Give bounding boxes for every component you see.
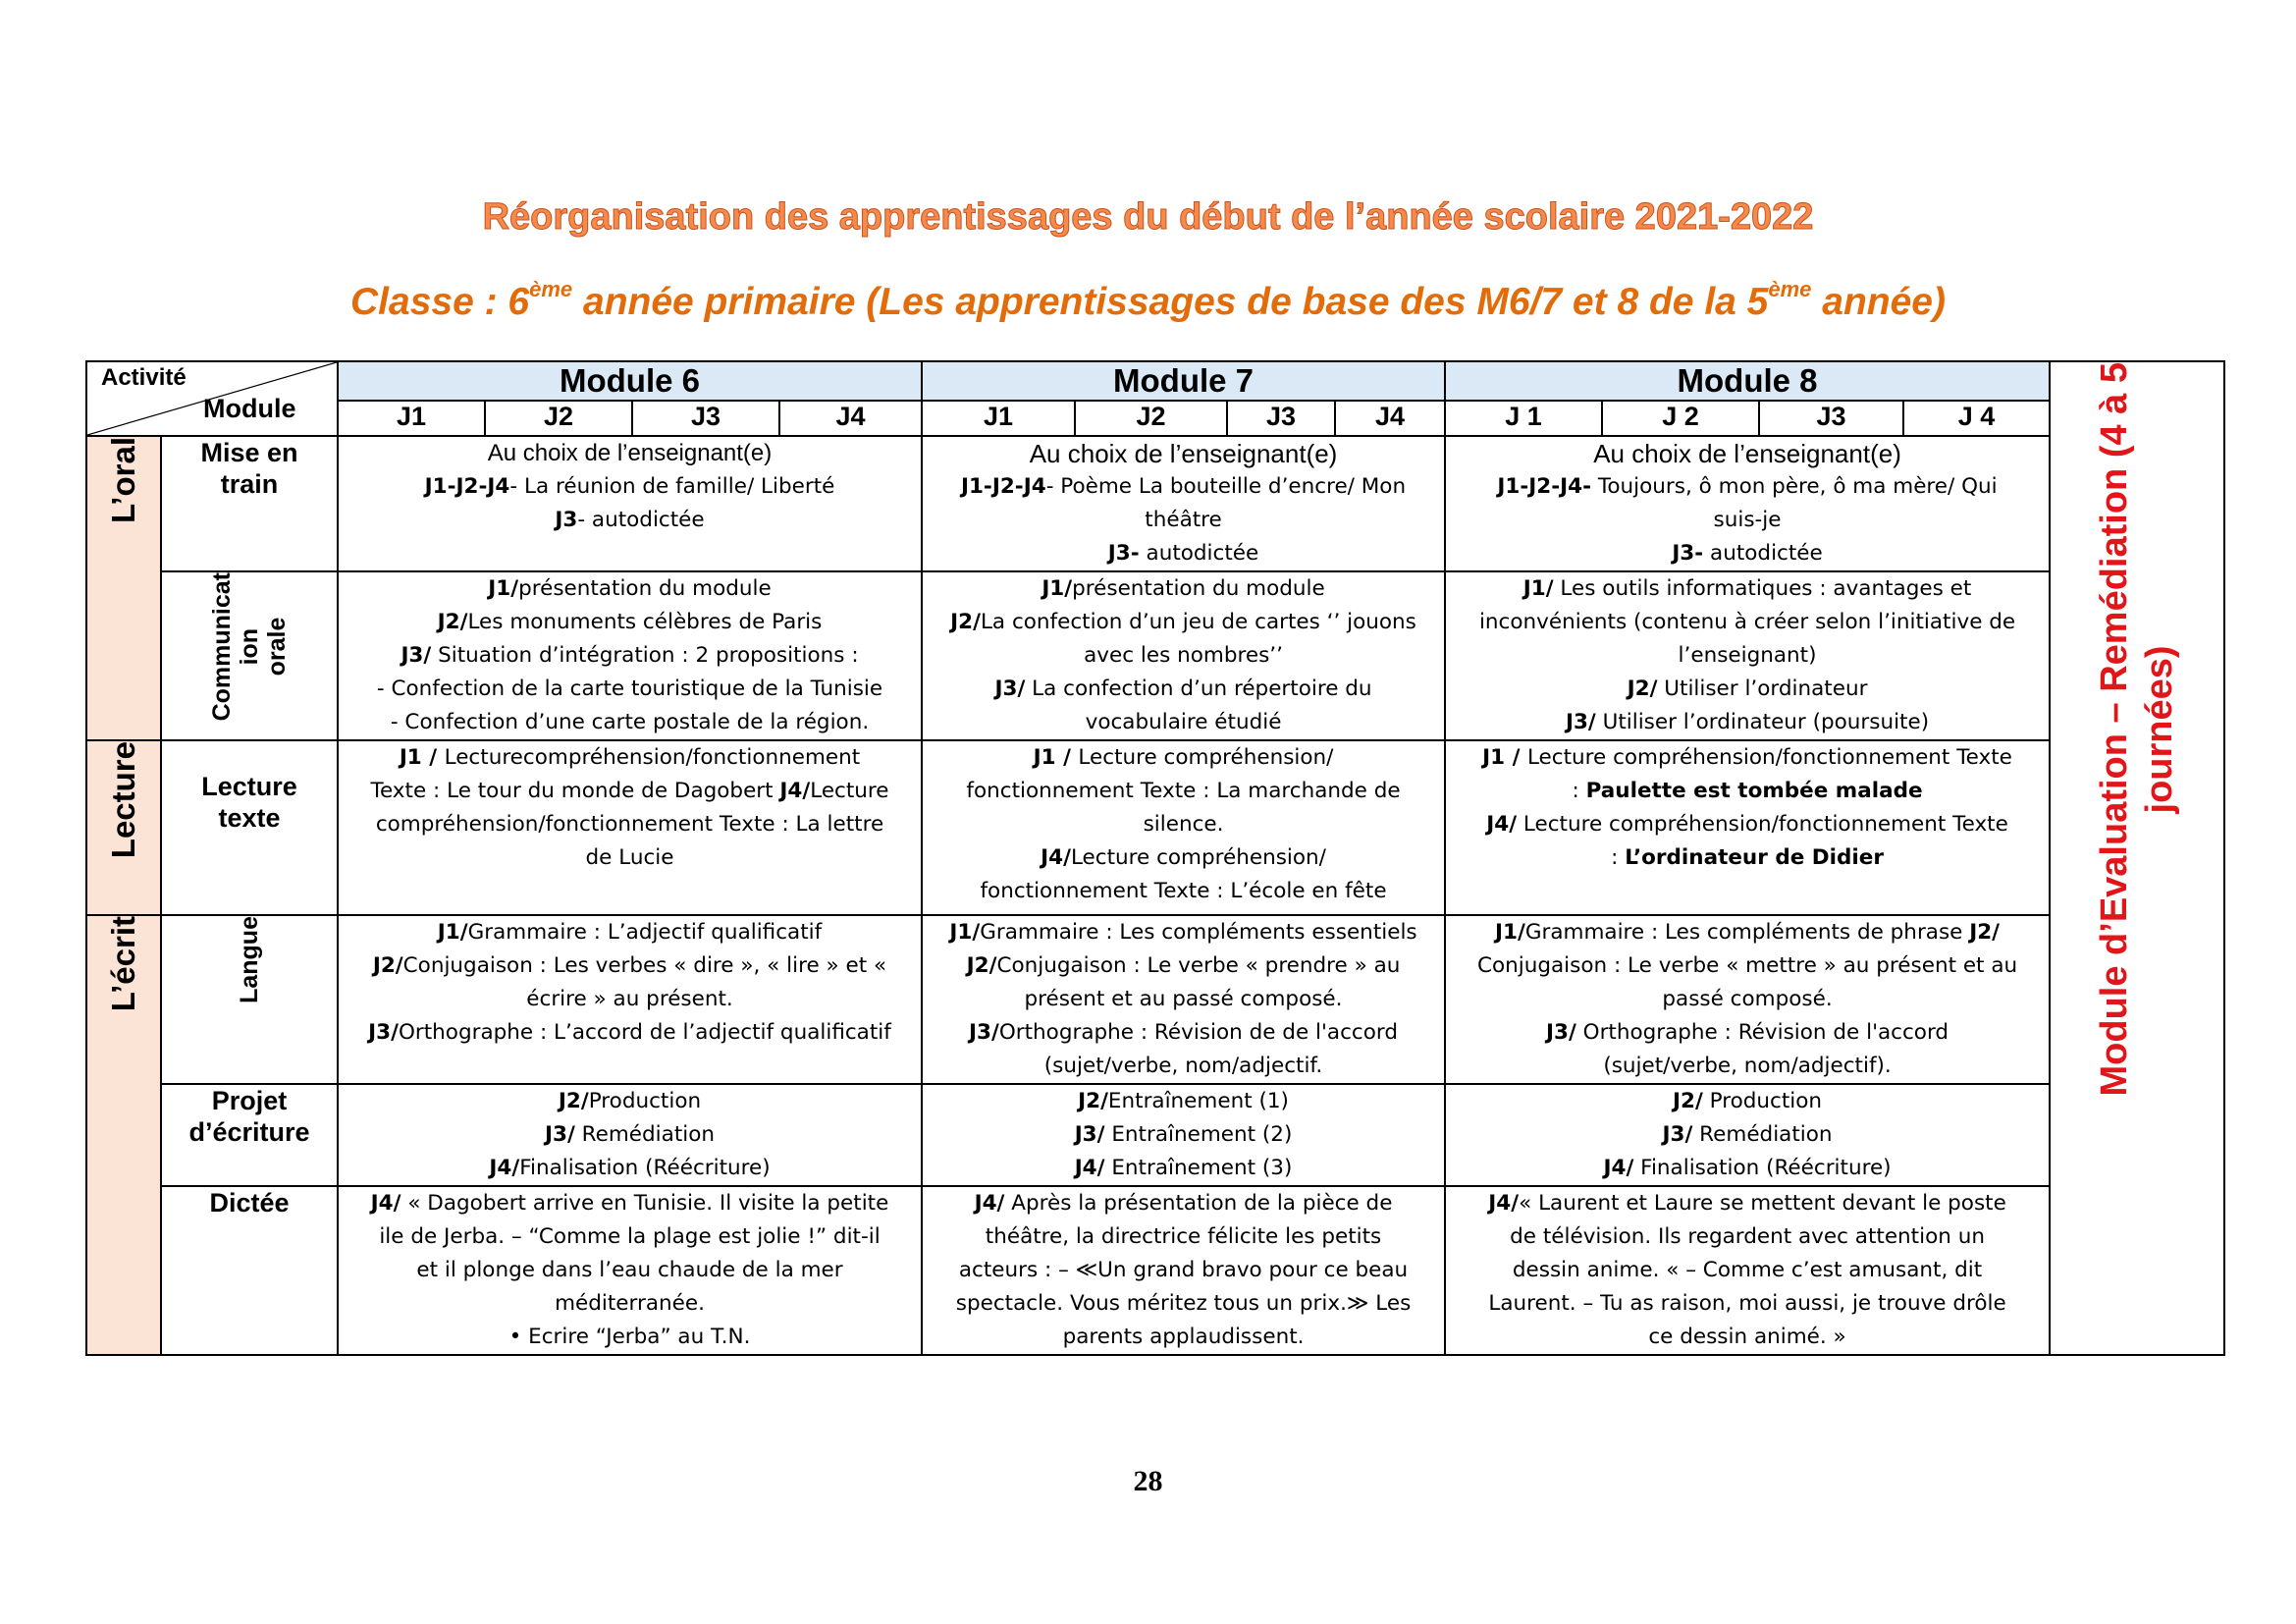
day-header: J3 [1227,401,1335,436]
cell-comm-m8 [1445,571,2050,740]
cell-bold: J2/ [558,1089,589,1113]
cell-bold: Paulette est tombée malade [1585,779,1923,803]
row-communication-orale [86,571,2224,740]
day-header: J4 [779,401,922,436]
cell-text: Orthographe : Révision de l'accord [1575,1020,1949,1045]
cell-line: et il plonge dans l’eau chaude de la mer [416,1258,843,1282]
module-6-header: Module 6 [338,361,922,401]
sub-label: Communicat [208,572,236,722]
sub-label: Mise en [200,438,298,467]
cell-line: compréhension/fonctionnement Texte : La lettre [375,812,884,837]
day-header: J 4 [1903,401,2050,436]
cell-line: dessin anime. « – Comme c’est amusant, dit [1512,1258,1983,1282]
cell-text: Texte : Le tour du monde de Dagobert [370,779,780,803]
subtitle-part2: année primaire (Les apprentissages de base des M6/7 et 8 de la 5 [572,281,1769,323]
cell-text: Après la présentation de la pièce de [1004,1191,1393,1216]
subtitle-part1: Classe : 6 [350,281,530,323]
sub-projet-ecriture [161,1084,338,1186]
row-projet-ecriture [86,1084,2224,1186]
planning-table [85,360,2225,1356]
cell-line: fonctionnement Texte : L’école en fête [980,879,1387,903]
cell-line: acteurs : – ≪Un grand bravo pour ce beau [958,1258,1409,1282]
sub-lecture-texte [161,740,338,915]
cell-text: Entraînement (1) [1107,1089,1289,1113]
cell-text: : [1611,845,1626,870]
cell-bold: J4/ [1041,845,1071,870]
cell-text: présentation du module [1072,576,1325,601]
cell-lecture-m8 [1445,740,2050,915]
header-row-modules [86,361,2224,401]
row-lecture [86,740,2224,915]
cell-line: de télévision. Ils regardent avec attention un [1510,1224,1985,1249]
cell-bold: J4/ [974,1191,1005,1216]
cell-text: Utiliser l’ordinateur [1657,677,1868,701]
cell-langue-m8 [1445,915,2050,1084]
cell-text: autodictée [1703,541,1823,566]
cell-text: Entraînement (2) [1104,1122,1293,1147]
cell-bold: J2/ [437,610,468,634]
cell-bold: J1 / [1482,745,1527,770]
cell-text: Lecture compréhension/fonctionnement Texte [1526,745,2012,770]
cell-langue-m6 [338,915,922,1084]
cell-text: Conjugaison : Les verbes « dire », « lire » et « [402,953,887,978]
category-ecrit [86,915,161,1355]
cell-projet-m8 [1445,1084,2050,1186]
cell-bold: J3/ [969,1020,999,1045]
sub-langue [161,915,338,1084]
side-line-1: Module d’Evaluation – Remédiation (4 à 5 [2094,362,2136,1097]
cell-bold: L’ordinateur de Didier [1625,845,1884,870]
cell-bold: J3- [1672,541,1704,566]
day-header: J4 [1335,401,1445,436]
cell-line: l’enseignant) [1678,643,1817,668]
cell-text: Remédiation [1692,1122,1833,1147]
sub-label: d’écriture [188,1117,310,1147]
page-subtitle [0,277,2296,324]
cell-text: - autodictée [577,508,705,532]
cell-bold: J1 / [399,745,445,770]
cell-text: Lecturecompréhension/fonctionnement [444,745,861,770]
cell-line: (sujet/verbe, nom/adjectif). [1603,1054,1892,1078]
cell-dictee-m6 [338,1186,922,1355]
cell-bold: J2/ [950,610,981,634]
cell-bold: J4/ [1486,812,1518,837]
cell-bold: J1-J2-J4 [424,474,510,499]
cell-line: vocabulaire étudié [1085,710,1282,734]
cell-text: « Laurent et Laure se mettent devant le poste [1519,1191,2006,1216]
cell-line: Au choix de l’enseignant(e) [1029,439,1338,468]
cell-bold: J4/ [370,1191,401,1216]
cell-text: Remédiation [574,1122,715,1147]
cell-comm-m6 [338,571,922,740]
cell-bold: J3/ [1074,1122,1105,1147]
cell-bold: J4/ [1488,1191,1520,1216]
cell-line: - Confection d’une carte postale de la région. [390,710,870,734]
cell-line: silence. [1143,812,1224,837]
cell-line: Laurent. – Tu as raison, moi aussi, je trouve drôle [1488,1291,2006,1316]
category-ecrit-label: L’écrit [105,916,141,1012]
sub-communication-orale [161,571,338,740]
sub-label: orale [263,617,291,677]
cell-mise-m8 [1445,436,2050,571]
cell-text: Finalisation (Réécriture) [1633,1156,1892,1180]
cell-bold: J2/ [1673,1089,1703,1113]
subtitle-sup2: ème [1768,277,1812,301]
cell-lecture-m7 [922,740,1445,915]
cell-projet-m6 [338,1084,922,1186]
cell-lecture-m6 [338,740,922,915]
cell-line: Au choix de l’enseignant(e) [1593,439,1901,468]
cell-bold: J1/ [488,576,519,601]
cell-line: (sujet/verbe, nom/adjectif. [1043,1054,1323,1078]
cell-text: Entraînement (3) [1104,1156,1293,1180]
category-lecture [86,740,161,915]
cell-comm-m7 [922,571,1445,740]
day-header: J2 [485,401,632,436]
cell-line: • Ecrire “Jerba” au T.N. [508,1325,751,1349]
cell-text: Production [588,1089,702,1113]
cell-text: Utiliser l’ordinateur (poursuite) [1595,710,1930,734]
cell-bold: J2/ [372,953,403,978]
cell-dictee-m7 [922,1186,1445,1355]
cell-line: - Confection de la carte touristique de la Tunisie [376,677,883,701]
cell-bold: J4/ [489,1156,520,1180]
cell-text: La confection d’un jeu de cartes ‘’ jouons [980,610,1416,634]
cell-bold: J3/ [1565,710,1596,734]
day-header: J1 [338,401,485,436]
cell-bold: J2/ [966,953,997,978]
cell-text: Conjugaison : Le verbe « prendre » au [996,953,1401,978]
cell-bold: J1/ [1041,576,1073,601]
cell-line: avec les nombres’’ [1084,643,1283,668]
cell-text: - La réunion de famille/ Liberté [509,474,835,499]
cell-line: inconvénients (contenu à créer selon l’initiative de [1478,610,2016,634]
cell-line: fonctionnement Texte : La marchande de [966,779,1401,803]
cell-text: La confection d’un répertoire du [1025,677,1372,701]
cell-bold: J1-J2-J4- [1497,474,1592,499]
cell-text: Grammaire : Les compléments essentiels [980,920,1417,945]
cell-bold: J3/ [994,677,1026,701]
module-7-header: Module 7 [922,361,1445,401]
side-line-2: journées) [2139,645,2181,814]
sub-label: Projet [211,1086,288,1115]
cell-text: Les outils informatiques : avantages et [1553,576,1972,601]
sub-label: Lecture [201,772,297,801]
sub-label: texte [218,803,281,833]
cell-bold: J2/ [1627,677,1658,701]
subtitle-sup1: ème [529,277,573,301]
cell-line: théâtre [1145,508,1222,532]
cell-line: passé composé. [1662,987,1833,1011]
category-lecture-label: Lecture [105,741,141,859]
cell-text: Lecture compréhension/ [1070,845,1326,870]
sub-mise-en-train [161,436,338,571]
day-header: J3 [1759,401,1903,436]
cell-text: Grammaire : L’adjectif qualificatif [467,920,823,945]
module-8-header: Module 8 [1445,361,2050,401]
cell-text: « Dagobert arrive en Tunisie. Il visite la petite [400,1191,889,1216]
cell-bold: J3/ [368,1020,399,1045]
cell-bold: J3- [1107,541,1140,566]
cell-langue-m7 [922,915,1445,1084]
day-header: J 2 [1602,401,1759,436]
cell-bold: J3 [555,508,578,532]
cell-line: ile de Jerba. – “Comme la plage est jolie !” dit-il [379,1224,881,1249]
cell-line: théâtre, la directrice félicite les petits [985,1224,1382,1249]
evaluation-module-cell [2050,361,2224,1355]
cell-mise-m6 [338,436,922,571]
cell-text: Grammaire : Les compléments de phrase [1524,920,1970,945]
cell-text: Les monuments célèbres de Paris [467,610,823,634]
cell-bold: J1/ [1495,920,1525,945]
cell-bold: J1/ [437,920,468,945]
page-title: Réorganisation des apprentissages du début de l’année scolaire 2021-2022 [482,196,1814,238]
sub-langue-label: Langue [236,916,263,1003]
corner-activite: Activité [101,364,187,391]
cell-line: suis-je [1713,508,1782,532]
cell-bold: J1/ [949,920,981,945]
cell-bold: J3/ [400,643,432,668]
sub-communication-label [208,572,291,721]
cell-text: Lecture compréhension/ [1078,745,1334,770]
corner-cell [86,361,338,436]
cell-mise-m7 [922,436,1445,571]
cell-text: Orthographe : Révision de de l'accord [998,1020,1398,1045]
cell-bold: J4/ [1074,1156,1105,1180]
row-langue [86,915,2224,1084]
page-number: 28 [1133,1465,1163,1497]
cell-line: de Lucie [585,845,674,870]
cell-text: présentation du module [518,576,772,601]
cell-dictee-m8 [1445,1186,2050,1355]
cell-line: parents applaudissent. [1062,1325,1305,1349]
cell-line: Conjugaison : Le verbe « mettre » au présent et au [1476,953,2018,978]
sub-label: ion [236,627,263,666]
cell-line: spectacle. Vous méritez tous un prix.≫ Les [955,1291,1412,1316]
cell-bold: J3/ [545,1122,575,1147]
day-header: J2 [1075,401,1227,436]
cell-line: méditerranée. [555,1291,705,1316]
header-row-days [86,401,2224,436]
cell-text: - Poème La bouteille d’encre/ Mon [1045,474,1407,499]
cell-text: Situation d’intégration : 2 propositions : [431,643,859,668]
cell-line: Au choix de l’enseignant(e) [487,440,773,466]
sub-label: train [220,469,279,499]
cell-line: ce dessin animé. » [1648,1325,1846,1349]
cell-text: Orthographe : L’accord de l’adjectif qualificatif [398,1020,891,1045]
cell-bold: J1 / [1033,745,1079,770]
row-dictee [86,1186,2224,1355]
cell-line: écrire » au présent. [526,987,733,1011]
category-oral [86,436,161,740]
sub-dictee: Dictée [161,1186,338,1355]
cell-text: Toujours, ô mon père, ô ma mère/ Qui [1591,474,1998,499]
cell-text: Lecture compréhension/fonctionnement Texte [1517,812,2008,837]
cell-text: : [1572,779,1586,803]
cell-text: Production [1702,1089,1823,1113]
day-header: J1 [922,401,1075,436]
category-oral-label: L’oral [105,437,141,524]
cell-bold: J3/ [1662,1122,1693,1147]
cell-projet-m7 [922,1084,1445,1186]
cell-bold: J3/ [1546,1020,1576,1045]
cell-text: Lecture [810,779,889,803]
day-header: J 1 [1445,401,1602,436]
cell-bold: J4/ [779,779,811,803]
corner-module: Module [203,394,296,423]
row-mise-en-train [86,436,2224,571]
cell-text: autodictée [1139,541,1259,566]
cell-line: présent et au passé composé. [1024,987,1343,1011]
day-header: J3 [632,401,779,436]
evaluation-module-text [2092,362,2182,1096]
cell-bold: J1/ [1522,576,1554,601]
cell-bold: J2/ [1969,920,2001,945]
cell-text: Finalisation (Réécriture) [519,1156,771,1180]
subtitle-part3: année) [1811,281,1946,323]
cell-bold: J4/ [1603,1156,1634,1180]
cell-bold: J2/ [1078,1089,1108,1113]
cell-bold: J1-J2-J4 [960,474,1046,499]
